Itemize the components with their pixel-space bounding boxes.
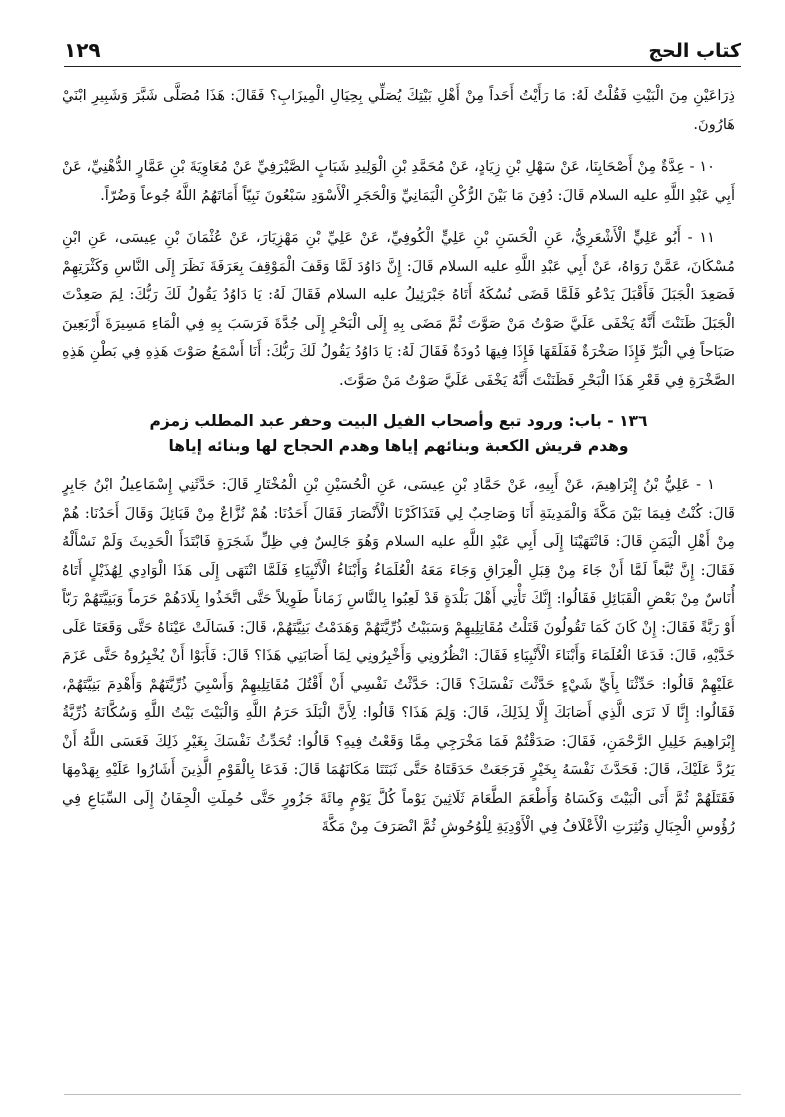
page-bottom-edge	[64, 1094, 741, 1095]
chapter-heading	[62, 409, 735, 459]
hadith-paragraph-11: ١١ - أَبُو عَلِيٍّ الْأَشْعَرِيُّ، عَنِ الْحَسَنِ بْنِ عَلِيٍّ الْكُوفِيِّ، عَنْ عَلِيِّ بْنِ مَهْزِيَارَ، عَنْ عُثْمَانَ بْنِ عِيسَى، عَنِ ابْنِ مُسْكَانَ، عَمَّنْ رَوَاهُ، عَنْ أَبِي عَبْدِ اللَّهِ عليه السلام قَالَ: إِنَّ دَاوُدَ لَمَّا وَقَفَ الْمَوْقِفَ بِعَرَفَةَ نَظَرَ إِلَى النَّاسِ وَكَثْرَتِهِمْ فَصَعِدَ الْجَبَلَ فَأَقْبَلَ يَدْعُو فَلَمَّا قَضَى نُسُكَهُ أَتَاهُ جَبْرَئِيلُ عليه السلام فَقَالَ لَهُ: يَا دَاوُدُ يَقُولُ لَكَ رَبُّكَ: لِمَ صَعِدْتَ الْجَبَلَ ظَنَنْتَ أَنَّهُ يَخْفَى عَلَيَّ صَوْتُ مَنْ صَوَّتَ ثُمَّ مَضَى بِهِ إِلَى الْبَحْرِ إِلَى جُدَّةَ فَرَسَبَ بِهِ فِي الْمَاءِ مَسِيرَةَ أَرْبَعِينَ صَبَاحاً فِي الْبَرِّ فَإِذَا صَخْرَةٌ فَفَلَقَهَا فَإِذَا فِيهَا دُودَةٌ فَقَالَ لَهُ: يَا دَاوُدُ يَقُولُ لَكَ رَبُّكَ: أَنَا أَسْمَعُ صَوْتَ هَذِهِ فِي بَطْنِ هَذِهِ الصَّخْرَةِ فِي قَعْرِ هَذَا الْبَحْرِ فَظَنَنْتَ أَنَّهُ يَخْفَى عَلَيَّ صَوْتُ مَنْ صَوَّتَ.	[62, 229, 735, 389]
header-divider	[64, 66, 741, 67]
chapter-heading-line-1: ١٣٦ - باب: ورود تبع وأصحاب الفيل البيت وحفر عبد المطلب زمزم	[149, 412, 648, 430]
chapter-heading-line-2: وهدم قريش الكعبة وبنائهم إياها وهدم الحجاج لها وبنائه إياها	[168, 437, 629, 455]
page-number: ١٢٩	[64, 38, 101, 62]
hadith-paragraph-continuation: ذِرَاعَيْنِ مِنَ الْبَيْتِ فَقُلْتُ لَهُ: مَا رَأَيْتُ أَحَداً مِنْ أَهْلِ بَيْتِكَ يُصَلِّي بِحِيَالِ الْمِيزَابِ؟ فَقَالَ: هَذَا مُصَلَّى شَبَّرَ وَشَبِيرِ ابْنَيْ هَارُونَ.	[62, 87, 735, 133]
book-title: كتاب الحج	[648, 40, 741, 62]
hadith-paragraph-1: ١ - عَلِيُّ بْنُ إِبْرَاهِيمَ، عَنْ أَبِيهِ، عَنْ حَمَّادِ بْنِ عِيسَى، عَنِ الْحُسَيْنِ بْنِ الْمُخْتَارِ قَالَ: حَدَّثَنِي إِسْمَاعِيلُ ابْنُ جَابِرٍ قَالَ: كُنْتُ فِيمَا بَيْنَ مَكَّةَ وَالْمَدِينَةِ أَنَا وَصَاحِبٌ لِي فَتَذَاكَرْنَا الْأَنْصَارَ فَقَالَ أَحَدُنَا: هُمْ نُزَّاعٌ مِنْ قَبَائِلَ وَقَالَ أَحَدُنَا: هُمْ مِنْ أَهْلِ الْيَمَنِ قَالَ: فَانْتَهَيْنَا إِلَى أَبِي عَبْدِ اللَّهِ عليه السلام وَهُوَ جَالِسٌ فِي ظِلِّ شَجَرَةٍ فَابْتَدَأَ الْحَدِيثَ وَلَمْ نَسْأَلْهُ فَقَالَ: إِنَّ تُبَّعاً لَمَّا أَنْ جَاءَ مِنْ قِبَلِ الْعِرَاقِ وَجَاءَ مَعَهُ الْعُلَمَاءُ وَأَبْنَاءُ الْأَنْبِيَاءِ فَلَمَّا انْتَهَى إِلَى هَذَا الْوَادِي لِهُذَيْلٍ أَتَاهُ أُنَاسٌ مِنْ بَعْضِ الْقَبَائِلِ فَقَالُوا: إِنَّكَ تَأْتِي أَهْلَ بَلْدَةٍ قَدْ لَعِبُوا بِالنَّاسِ زَمَاناً طَوِيلاً حَتَّى اتَّخَذُوا بِلَادَهُمْ حَرَماً وَبَنِيَّتَهُمْ رَبّاً أَوْ رَبَّةً فَقَالَ: إِنْ كَانَ كَمَا تَقُولُونَ قَتَلْتُ مُقَاتِلِيهِمْ وَسَبَيْتُ ذُرِّيَّتَهُمْ وَهَدَمْتُ بَنِيَّتَهُمْ، قَالَ: فَسَالَتْ عَيْنَاهُ حَتَّى وَقَعَتَا عَلَى خَدَّيْهِ، قَالَ: فَدَعَا الْعُلَمَاءَ وَأَبْنَاءَ الْأَنْبِيَاءِ فَقَالَ: انْظُرُونِي وَأَخْبِرُونِي لِمَا أَصَابَنِي هَذَا؟ قَالَ: فَأَبَوْا أَنْ يُخْبِرُوهُ حَتَّى عَزَمَ عَلَيْهِمْ قَالُوا: حَدِّثْنَا بِأَيِّ شَيْءٍ حَدَّثْتَ نَفْسَكَ؟ قَالَ: حَدَّثْتُ نَفْسِي أَنْ أَقْتُلَ مُقَاتِلِيهِمْ وَأَسْبِيَ ذُرِّيَّتَهُمْ وَأَهْدِمَ بَنِيَّتَهُمْ، فَقَالُوا: إِنَّا لَا نَرَى الَّذِي أَصَابَكَ إِلَّا لِذَلِكَ، قَالَ: وَلِمَ هَذَا؟ قَالُوا: لِأَنَّ الْبَلَدَ حَرَمُ اللَّهِ وَالْبَيْتَ بَيْتُ اللَّهِ وَسُكَّانَهُ ذُرِّيَّةُ إِبْرَاهِيمَ خَلِيلِ الرَّحْمَنِ، فَقَالَ: صَدَقْتُمْ فَمَا مَخْرَجِي مِمَّا وَقَعْتُ فِيهِ؟ قَالُوا: تُحَدِّثُ نَفْسَكَ بِغَيْرِ ذَلِكَ فَعَسَى اللَّهُ أَنْ يَرُدَّ عَلَيْكَ، قَالَ: فَحَدَّثَ نَفْسَهُ بِخَيْرٍ فَرَجَعَتْ حَدَقَتَاهُ حَتَّى ثَبَتَتَا مَكَانَهُمَا قَالَ: فَدَعَا بِالْقَوْمِ الَّذِينَ أَشَارُوا عَلَيْهِ بِهَدْمِهَا فَقَتَلَهُمْ ثُمَّ أَتَى الْبَيْتَ وَكَسَاهُ وَأَطْعَمَ الطَّعَامَ ثَلَاثِينَ يَوْماً كُلَّ يَوْمٍ مِائَةَ جَزُورٍ حَتَّى حُمِلَتِ الْجِفَانُ إِلَى السِّبَاعِ فِي رُؤُوسِ الْجِبَالِ وَنُثِرَتِ الْأَعْلَافُ فِي الْأَوْدِيَةِ لِلْوُحُوشِ ثُمَّ انْصَرَفَ مِنْ مَكَّةَ	[62, 476, 735, 835]
page-header	[64, 28, 741, 62]
hadith-paragraph-10: ١٠ - عِدَّةٌ مِنْ أَصْحَابِنَا، عَنْ سَهْلِ بْنِ زِيَادٍ، عَنْ مُحَمَّدِ بْنِ الْوَلِيدِ شَبَابٍ الصَّيْرَفِيِّ عَنْ مُعَاوِيَةَ بْنِ عَمَّارٍ الدُّهْنِيِّ، عَنْ أَبِي عَبْدِ اللَّهِ عليه السلام قَالَ: دُفِنَ مَا بَيْنَ الرُّكْنِ الْيَمَانِيِّ وَالْحَجَرِ الْأَسْوَدِ سَبْعُونَ نَبِيّاً أَمَاتَهُمُ اللَّهُ جُوعاً وَضُرّاً.	[62, 158, 735, 204]
page-body	[62, 82, 735, 1081]
